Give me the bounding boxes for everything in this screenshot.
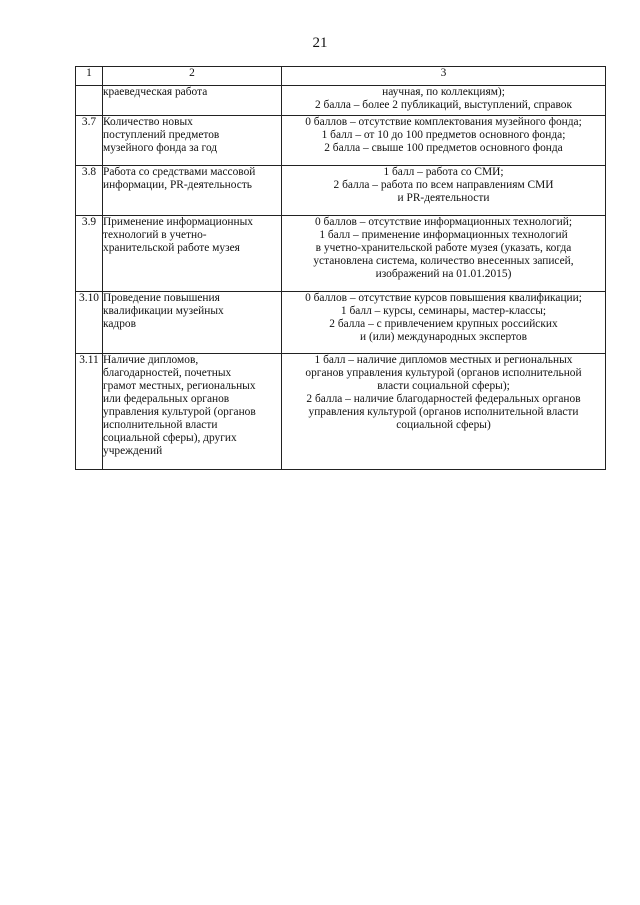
criterion-score-line: 1 балл – от 10 до 100 предметов основного фонда; bbox=[321, 129, 566, 141]
criterion-number: 3.9 bbox=[76, 216, 103, 292]
criterion-score-line: социальной сферы) bbox=[396, 419, 491, 431]
criterion-name-line: или федеральных органов bbox=[103, 393, 230, 405]
criterion-name-line: Проведение повышения bbox=[103, 292, 220, 304]
criterion-score-line: 0 баллов – отсутствие комплектования музейного фонда; bbox=[305, 116, 582, 128]
criterion-name-line: квалификации музейных bbox=[103, 305, 224, 317]
table-row bbox=[76, 86, 606, 116]
criterion-score bbox=[282, 354, 606, 470]
criterion-score-line: 1 балл – курсы, семинары, мастер-классы; bbox=[340, 305, 547, 317]
criterion-name-line: музейного фонда за год bbox=[103, 142, 218, 154]
criterion-number: 3.11 bbox=[76, 354, 103, 470]
criterion-score-line: власти социальной сферы); bbox=[377, 380, 510, 392]
criterion-score-line: 1 балл – применение информационных технологий bbox=[319, 229, 568, 241]
criterion-name-line: Количество новых bbox=[103, 116, 193, 128]
criterion-name bbox=[103, 354, 282, 470]
criterion-name-line: Работа со средствами массовой bbox=[103, 166, 256, 178]
criterion-name-line: кадров bbox=[103, 318, 136, 330]
criterion-name-line: благодарностей, почетных bbox=[103, 367, 232, 379]
criterion-name bbox=[103, 86, 282, 116]
criterion-score-line: и (или) международных экспертов bbox=[360, 331, 527, 343]
criterion-name-line: технологий в учетно- bbox=[103, 229, 207, 241]
table-row bbox=[76, 292, 606, 354]
criterion-score-line: научная, по коллекциям); bbox=[382, 86, 505, 98]
criterion-number: 3.8 bbox=[76, 166, 103, 216]
criterion-score bbox=[282, 292, 606, 354]
criterion-score bbox=[282, 216, 606, 292]
criterion-score-line: 2 балла – более 2 публикаций, выступлений, справок bbox=[314, 99, 573, 111]
criterion-score bbox=[282, 166, 606, 216]
page-number: 21 bbox=[312, 35, 328, 51]
criterion-score-line: 0 баллов – отсутствие информационных технологий; bbox=[315, 216, 572, 228]
criterion-name bbox=[103, 292, 282, 354]
criterion-name-line: Применение информационных bbox=[103, 216, 253, 228]
criterion-name-line: грамот местных, региональных bbox=[103, 380, 256, 392]
column-header: 1 bbox=[76, 67, 103, 86]
criterion-score-line: установлена система, количество внесенных записей, bbox=[313, 255, 574, 267]
criterion-score-line: 2 балла – наличие благодарностей федеральных органов bbox=[306, 393, 581, 405]
criterion-number bbox=[76, 86, 103, 116]
criterion-score-line: 2 балла – с привлечением крупных российских bbox=[329, 318, 558, 330]
criterion-name-line: хранительской работе музея bbox=[103, 242, 240, 254]
criterion-name-line: социальной сферы), других bbox=[103, 432, 237, 444]
criterion-score-line: 1 балл – работа со СМИ; bbox=[383, 166, 504, 178]
criterion-name-line: управления культурой (органов bbox=[103, 406, 256, 418]
criterion-score-line: 0 баллов – отсутствие курсов повышения квалификации; bbox=[305, 292, 582, 304]
criterion-name bbox=[103, 216, 282, 292]
criterion-score-line: 2 балла – работа по всем направлениям СМИ bbox=[333, 179, 554, 191]
criterion-score-line: управления культурой (органов исполнительной власти bbox=[308, 406, 579, 418]
criterion-score-line: в учетно-хранительской работе музея (указать, когда bbox=[315, 242, 572, 254]
column-header: 2 bbox=[103, 67, 282, 86]
criterion-name-line: Наличие дипломов, bbox=[103, 354, 199, 366]
criterion-name-line: краеведческая работа bbox=[103, 86, 208, 98]
criterion-name-line: поступлений предметов bbox=[103, 129, 220, 141]
criterion-name-line: исполнительной власти bbox=[103, 419, 218, 431]
criterion-number: 3.7 bbox=[76, 116, 103, 166]
criterion-score-line: и PR-деятельности bbox=[397, 192, 490, 204]
criterion-number: 3.10 bbox=[76, 292, 103, 354]
table-row bbox=[76, 116, 606, 166]
criterion-score bbox=[282, 86, 606, 116]
table-row bbox=[76, 166, 606, 216]
criterion-score-line: 2 балла – свыше 100 предметов основного фонда bbox=[324, 142, 563, 154]
criterion-score bbox=[282, 116, 606, 166]
table-row bbox=[76, 354, 606, 470]
criterion-score-line: 1 балл – наличие дипломов местных и региональных bbox=[314, 354, 573, 366]
criterion-score-line: органов управления культурой (органов исполнительной bbox=[305, 367, 582, 379]
criterion-name-line: учреждений bbox=[103, 445, 163, 457]
criteria-table bbox=[75, 66, 606, 470]
table-header-row bbox=[76, 67, 606, 86]
criterion-score-line: изображений на 01.01.2015) bbox=[375, 268, 512, 280]
column-header: 3 bbox=[282, 67, 606, 86]
criterion-name bbox=[103, 166, 282, 216]
criterion-name bbox=[103, 116, 282, 166]
criterion-name-line: информации, PR-деятельность bbox=[103, 179, 252, 191]
table-row bbox=[76, 216, 606, 292]
